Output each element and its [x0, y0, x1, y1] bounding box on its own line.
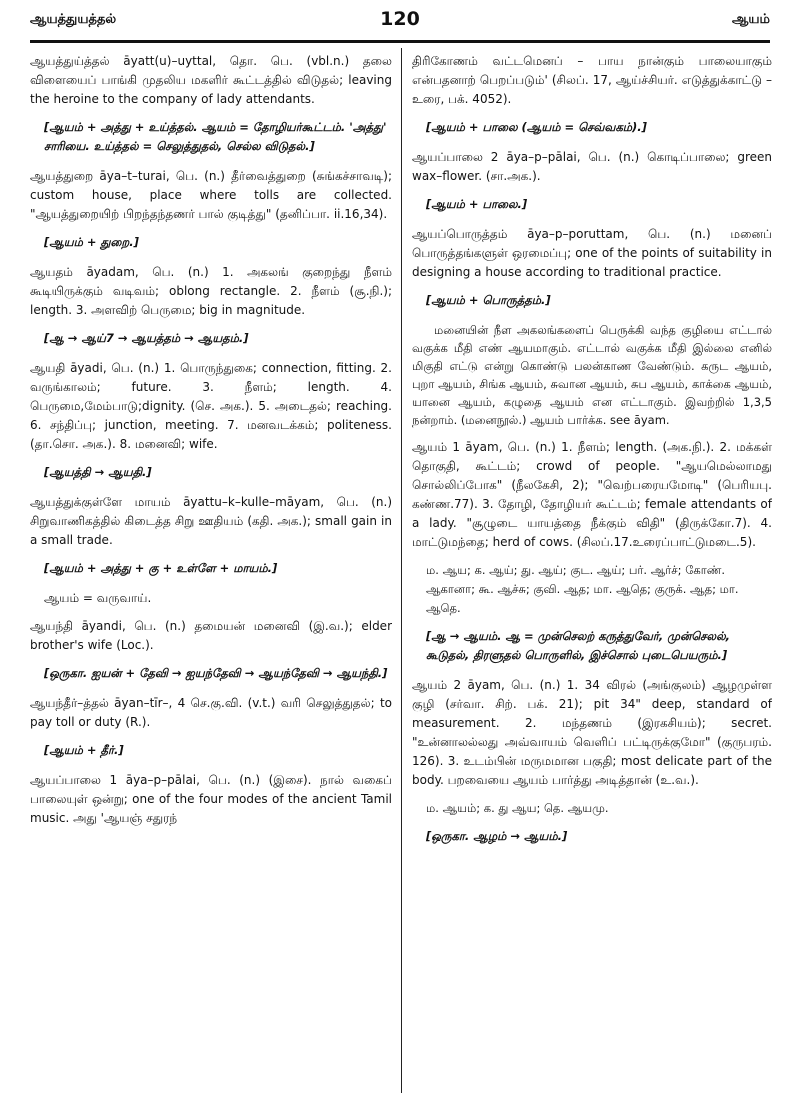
entry-ayatturai: ஆயத்துறை āya–t–turai, பெ. (n.) தீர்வைத்துறை (சுங்கச்சாவடி); custom house, place where tolls are collected. "ஆயத்துறையிற் பிறந்தந்தணர் பால் குடித்து" (தனிப்பா. ii.16,34). [30, 169, 392, 221]
explanatory-note: மனையின் நீள அகலங்களைப் பெருக்கி வந்த குழியை எட்டால் வகுக்க மீதி எண் ஆயமாகும். எட்டால் வகுக்க மீதி இல்லை எனில் மிகுதி எட்டு என்று கொண்டு பலன்காண வேண்டும். கருட ஆயம், புறா ஆயம், சிங்க ஆயம், சுவான ஆயம், சுப ஆயம், காக்கை ஆயம், யானை ஆயம், கழுதை ஆயம் என எட்டாகும். இவற்றில் 1,3,5 நன்றாம். (மனைநூல்.) ஆயம் பார்க்க. see āyam. [412, 323, 772, 427]
running-head-left: ஆயத்துயத்தல் [30, 12, 117, 27]
entry-continuation: திரிகோணம் வட்டமெனப் – பாய நான்கும் பாலையாகும் என்பதனாற் பெறப்படும்' (சிலப். 17, ஆய்ச்சியர். எடுத்துக்காட்டு – உரை, பக். 4052). [412, 54, 772, 106]
entry-ayam-1: ஆயம் 1 āyam, பெ. (n.) 1. நீளம்; length. (அக.நி.). 2. மக்கள் தொகுதி, கூட்டம்; crowd of people. "ஆயமெல்லாமது சொல்லிப்போக" (நீலகேசி, 2); "வெற்பரையமோடி" (பெரியபு. கண்ண.77). 3. தோழி, தோழியர் கூட்டம்; female attendants of a lady. "சூழுடை யாயத்தை நீக்கும் விதி" (திருக்கோ.7). 4. மாட்டுமந்தை; herd of cows. (சிலப்.17.உரைப்பாட்டுமடை.5). [412, 440, 772, 549]
entry-ayandi: ஆயந்தி āyandi, பெ. (n.) தமையன் மனைவி (இ.வ.); elder brother's wife (Loc.). [30, 619, 392, 652]
etymology: [ஆயம் + பாலை.] [426, 197, 528, 211]
entry-ayattukkulle-mayam: ஆயத்துக்குள்ளே மாயம் āyattu–k–kulle–māyam, பெ. (n.) சிறுவாணிகத்தில் கிடைத்த சிறு ஊதியம் (கதி. அக.); small gain in a small trade. [30, 495, 392, 547]
etymology: [ஆயம் + துறை.] [44, 235, 139, 249]
etymology: [ஆயம் + பாலை (ஆயம் = செவ்வகம்).] [426, 120, 647, 134]
cognates: ம. ஆயம்; க. து ஆய; தெ. ஆயமு. [426, 801, 609, 815]
entry-ayam-2: ஆயம் 2 āyam, பெ. (n.) 1. 34 விரல் (அங்குலம்) ஆழமுள்ள குழி (சர்வா. சிற். பக். 21); pit 34" deep, standard of measurement. 2. மந்தணம் (இரகசியம்); secret. "உன்னாலல்லது அவ்வாயம் வெளிப் பட்டிருக்குமோ" (குருபரம். 126). 3. உடம்பின் மருமமான பகுதி; most delicate part of the body. பறவையை ஆயம் பார்த்து அடித்தான் (உ.வ.). [412, 678, 772, 787]
page-header [30, 8, 770, 38]
etymology: [ஒருகா. ஐயன் + தேவி → ஐயந்தேவி → ஆயந்தேவி → ஆயந்தி.] [44, 666, 388, 680]
entry-ayappalai-2: ஆயப்பாலை 2 āya–p–pālai, பெ. (n.) கொடிப்பாலை; green wax–flower. (சா.அக.). [412, 150, 772, 183]
etymology: [ஆயம் + அத்து + கு + உள்ளே + மாயம்.] [44, 561, 278, 575]
etymology: [ஆயம் + பொருத்தம்.] [426, 293, 551, 307]
etymology: [ஆயம் + அத்து + உய்த்தல். ஆயம் = தோழியர்கூட்டம். 'அத்து' சாரியை. உய்த்தல் = செலுத்துதல், செல்ல விடுதல்.] [44, 120, 387, 153]
gloss-note: ஆயம் = வருவாய். [44, 591, 152, 605]
page-number: 120 [380, 8, 420, 30]
entry-ayapporuttam: ஆயப்பொருத்தம் āya–p–poruttam, பெ. (n.) மனைப் பொருத்தங்களுள் ஒரமைப்பு; one of the points of suitability in designing a house according to traditional practice. [412, 227, 772, 279]
etymology: [ஒருகா. ஆழம் → ஆயம்.] [426, 829, 568, 843]
entry-ayappalai-1: ஆயப்பாலை 1 āya–p–pālai, பெ. (n.) (இசை). நால் வகைப் பாலையுள் ஒன்று; one of the four modes of the ancient Tamil music. அது 'ஆயஞ் சதுரந் [30, 773, 392, 825]
right-column [412, 52, 772, 1092]
etymology: [ஆயத்தி → ஆயதி.] [44, 465, 152, 479]
etymology: [ஆயம் + தீர்.] [44, 743, 124, 757]
left-column [30, 52, 392, 1092]
running-head-right: ஆயம் [731, 12, 770, 27]
header-rule [30, 40, 770, 43]
entry-ayattuyttal: ஆயத்துய்த்தல் āyatt(u)–uyttal, தொ. பெ. (vbl.n.) தலை விளையைப் பாங்கி முதலிய மகளிர் கூட்டத்தில் விடுதல்; leaving the heroine to the company of lady attendants. [30, 54, 392, 106]
etymology: [ஆ → ஆயம். ஆ = முன்செலற் கருத்துவேர், முன்செலல், கூடுதல், திரளுதல் பொருளில், இச்சொல் புடைபெயரும்.] [426, 629, 731, 662]
cognates: ம. ஆய; க. ஆய்; து. ஆய்; குட. ஆய்; பர். ஆர்ச்; கோண். ஆகானா; கூ. ஆச்சு; குவி. ஆத; மா. ஆதெ; குருக். ஆத; மா. ஆதெ. [426, 563, 739, 615]
etymology: [ஆ → ஆய்7 → ஆயத்தம் → ஆயதம்.] [44, 331, 249, 345]
column-divider [401, 48, 402, 1093]
entry-ayan-tir: ஆயந்தீர்–த்தல் āyan–tīr–, 4 செ.கு.வி. (v.t.) வரி செலுத்துதல்; to pay toll or duty (R.). [30, 696, 392, 729]
entry-ayadam: ஆயதம் āyadam, பெ. (n.) 1. அகலங் குறைந்து நீளம் கூடியிருக்கும் வடிவம்; oblong rectangle. 2. நீளம் (சூ.நி.); length. 3. அளவிற் பெருமை; big in magnitude. [30, 265, 392, 317]
entry-ayadi: ஆயதி āyadi, பெ. (n.) 1. பொருந்துகை; connection, fitting. 2. வருங்காலம்; future. 3. நீளம்; length. 4. பெருமை,மேம்பாடு;dignity. (செ. அக.). 5. அடைதல்; reaching. 6. சந்திப்பு; junction, meeting. 7. மனவடக்கம்; politeness. (தா.சொ. அக.). 8. மனைவி; wife. [30, 361, 392, 451]
